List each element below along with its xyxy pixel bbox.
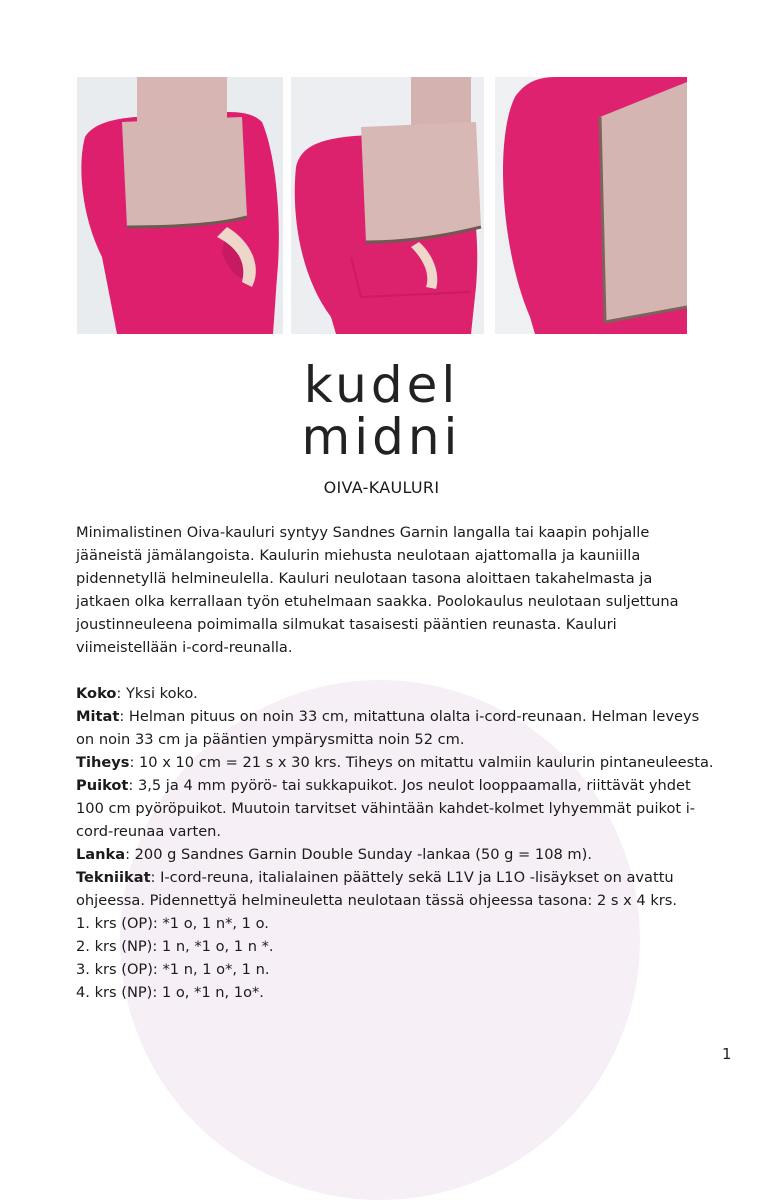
spec-yarn	[76, 843, 694, 866]
pattern-description	[76, 521, 714, 1004]
photo-front-hand-raised	[291, 77, 484, 334]
stitch-row: 4. krs (NP): 1 o, *1 n, 1o*.	[76, 984, 264, 1001]
stitch-row: 2. krs (NP): 1 n, *1 o, 1 n *.	[76, 938, 274, 955]
spec-value: ohjeessa. Pidennettyä helmineuletta neulotaan tässä ohjeessa tasona: 2 s x 4 krs.	[76, 892, 678, 909]
intro-line: jatkaen olka kerrallaan työn etuhelmaan saakka. Poolokaulus neulotaan suljettuna	[76, 593, 679, 610]
spec-value: : 200 g Sandnes Garnin Double Sunday -lankaa (50 g = 108 m).	[125, 846, 592, 863]
spec-measurements	[76, 705, 700, 751]
spec-label: Lanka	[76, 846, 126, 863]
intro-line: Minimalistinen Oiva-kauluri syntyy Sandnes Garnin langalla tai kaapin pohjalle	[76, 524, 650, 541]
intro-line: jääneistä jämälangoista. Kaulurin miehusta neulotaan ajattomalla ja kauniilla	[76, 547, 641, 564]
spec-size	[76, 682, 694, 705]
intro-line: joustinneuleena poimimalla silmukat tasaisesti pääntien reunasta. Kauluri	[76, 616, 617, 633]
spec-label: Mitat	[76, 708, 120, 725]
spec-value: : I-cord-reuna, italialainen päättely sekä L1V ja L1O -lisäykset on avattu	[150, 869, 674, 886]
spec-label: Puikot	[76, 777, 129, 794]
page-number: 1	[722, 1045, 732, 1063]
spec-value: : Yksi koko.	[116, 685, 198, 702]
spec-label: Koko	[76, 685, 117, 702]
spec-value: 100 cm pyöröpuikot. Muutoin tarvitset vähintään kahdet-kolmet lyhyemmät puikot i-	[76, 800, 696, 817]
spec-needles	[76, 774, 694, 843]
pattern-title: OIVA-KAULURI	[323, 478, 440, 497]
photo-side-close-up	[495, 77, 687, 334]
brand-logo-line1: kudel	[303, 356, 460, 414]
spec-label: Tiheys	[76, 754, 130, 771]
spec-value: : Helman pituus on noin 33 cm, mitattuna olalta i-cord-reunaan. Helman leveys	[119, 708, 700, 725]
spec-value: on noin 33 cm ja pääntien ympärysmitta noin 52 cm.	[76, 731, 465, 748]
stitch-row: 1. krs (OP): *1 o, 1 n*, 1 o.	[76, 915, 269, 932]
intro-line: viimeistellään i-cord-reunalla.	[76, 639, 293, 656]
photo-front-hand-on-hip	[77, 77, 283, 334]
intro-line: pidennetyllä helmineulella. Kauluri neulotaan tasona aloittaen takahelmasta ja	[76, 570, 653, 587]
spec-gauge	[76, 751, 714, 774]
spec-label: Tekniikat	[76, 869, 151, 886]
spec-value: cord-reunaa varten.	[76, 823, 222, 840]
spec-value: : 3,5 ja 4 mm pyörö- tai sukkapuikot. Jos neulot looppaamalla, riittävät yhdet	[128, 777, 691, 794]
brand-logo-line2: midni	[301, 408, 462, 466]
spec-techniques	[76, 866, 694, 912]
spec-value: : 10 x 10 cm = 21 s x 30 krs. Tiheys on mitattu valmiin kaulurin pintaneuleesta.	[129, 754, 714, 771]
intro-paragraph	[76, 521, 694, 659]
stitch-rows	[76, 912, 694, 1004]
stitch-row: 3. krs (OP): *1 n, 1 o*, 1 n.	[76, 961, 270, 978]
